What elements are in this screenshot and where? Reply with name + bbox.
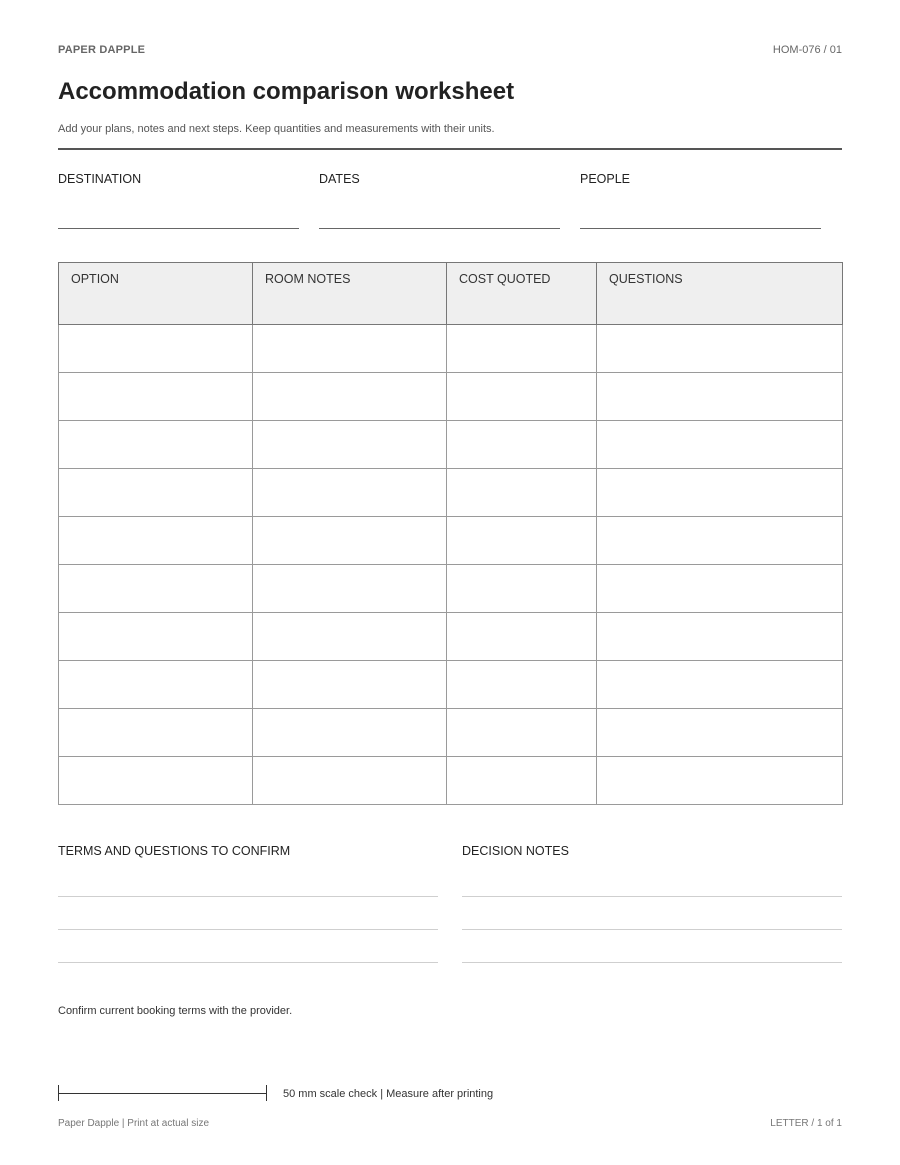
page-subtitle: Add your plans, notes and next steps. Keep quantities and measurements with their units.: [58, 123, 495, 135]
cost-quoted-cell[interactable]: [447, 517, 597, 565]
option-cell[interactable]: [59, 469, 253, 517]
table-row: [59, 469, 843, 517]
room-notes-cell[interactable]: [253, 517, 447, 565]
table-row: [59, 757, 843, 805]
room-notes-cell[interactable]: [253, 565, 447, 613]
cost-quoted-cell[interactable]: [447, 421, 597, 469]
questions-cell[interactable]: [597, 565, 843, 613]
footer-page-info: LETTER / 1 of 1: [770, 1118, 842, 1129]
questions-cell[interactable]: [597, 661, 843, 709]
cost-quoted-cell[interactable]: [447, 565, 597, 613]
option-cell[interactable]: [59, 421, 253, 469]
option-cell[interactable]: [59, 325, 253, 373]
questions-cell[interactable]: [597, 373, 843, 421]
room-notes-cell[interactable]: [253, 661, 447, 709]
document-code: HOM-076 / 01: [772, 44, 842, 56]
table-row: [59, 709, 843, 757]
people-write-line[interactable]: [580, 228, 821, 229]
questions-cell[interactable]: [597, 613, 843, 661]
comparison-table: [58, 262, 843, 805]
cost-quoted-cell[interactable]: [447, 757, 597, 805]
column-header-questions: QUESTIONS: [597, 263, 843, 325]
questions-cell[interactable]: [597, 325, 843, 373]
questions-cell[interactable]: [597, 757, 843, 805]
room-notes-cell[interactable]: [253, 709, 447, 757]
decision-write-line[interactable]: [462, 896, 842, 897]
terms-write-line[interactable]: [58, 962, 438, 963]
cost-quoted-cell[interactable]: [447, 661, 597, 709]
cost-quoted-cell[interactable]: [447, 469, 597, 517]
terms-section: [58, 844, 438, 858]
room-notes-cell[interactable]: [253, 373, 447, 421]
terms-label: TERMS AND QUESTIONS TO CONFIRM: [58, 844, 291, 858]
option-cell[interactable]: [59, 373, 253, 421]
option-cell[interactable]: [59, 613, 253, 661]
option-cell[interactable]: [59, 517, 253, 565]
decision-write-line[interactable]: [462, 962, 842, 963]
room-notes-cell[interactable]: [253, 757, 447, 805]
table-row: [59, 421, 843, 469]
column-header-option: OPTION: [59, 263, 253, 325]
column-header-cost-quoted: COST QUOTED: [447, 263, 597, 325]
scale-bar-line: [58, 1093, 266, 1094]
scale-bar-start-tick: [58, 1085, 59, 1101]
questions-cell[interactable]: [597, 469, 843, 517]
destination-label: DESTINATION: [58, 172, 142, 186]
table-row: [59, 565, 843, 613]
destination-write-line[interactable]: [58, 228, 299, 229]
decision-notes-section: [462, 844, 842, 858]
scale-check-text: 50 mm scale check | Measure after printing: [283, 1088, 494, 1100]
decision-write-line[interactable]: [462, 929, 842, 930]
people-field[interactable]: [580, 172, 821, 186]
decision-notes-label: DECISION NOTES: [462, 844, 569, 858]
scale-bar-end-tick: [266, 1085, 267, 1101]
brand-name: PAPER DAPPLE: [58, 44, 146, 56]
people-label: PEOPLE: [580, 172, 631, 186]
terms-write-line[interactable]: [58, 896, 438, 897]
dates-field[interactable]: [319, 172, 560, 186]
table-row: [59, 517, 843, 565]
dates-write-line[interactable]: [319, 228, 560, 229]
option-cell[interactable]: [59, 757, 253, 805]
header-divider: [58, 148, 842, 150]
column-header-room-notes: ROOM NOTES: [253, 263, 447, 325]
questions-cell[interactable]: [597, 517, 843, 565]
option-cell[interactable]: [59, 565, 253, 613]
scale-check-bar: [58, 1085, 266, 1101]
table-row: [59, 373, 843, 421]
booking-terms-note: Confirm current booking terms with the provider.: [58, 1005, 293, 1017]
table-row: [59, 661, 843, 709]
room-notes-cell[interactable]: [253, 325, 447, 373]
option-cell[interactable]: [59, 709, 253, 757]
questions-cell[interactable]: [597, 709, 843, 757]
page-title: Accommodation comparison worksheet: [58, 78, 515, 105]
cost-quoted-cell[interactable]: [447, 325, 597, 373]
terms-write-line[interactable]: [58, 929, 438, 930]
footer-left-text: Paper Dapple | Print at actual size: [58, 1118, 210, 1129]
cost-quoted-cell[interactable]: [447, 613, 597, 661]
table-header-row: [59, 263, 843, 325]
destination-field[interactable]: [58, 172, 299, 186]
table-row: [59, 613, 843, 661]
option-cell[interactable]: [59, 661, 253, 709]
dates-label: DATES: [319, 172, 360, 186]
cost-quoted-cell[interactable]: [447, 373, 597, 421]
cost-quoted-cell[interactable]: [447, 709, 597, 757]
table-row: [59, 325, 843, 373]
questions-cell[interactable]: [597, 421, 843, 469]
room-notes-cell[interactable]: [253, 421, 447, 469]
room-notes-cell[interactable]: [253, 469, 447, 517]
room-notes-cell[interactable]: [253, 613, 447, 661]
